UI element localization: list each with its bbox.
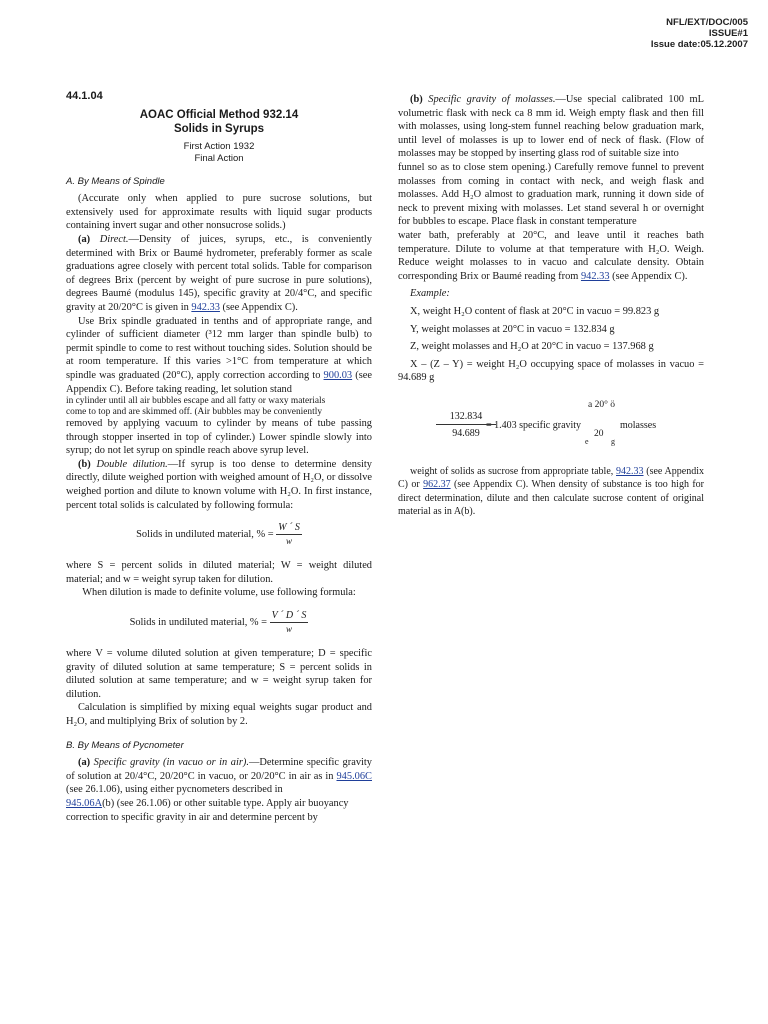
- spindle-text: Use Brix spindle graduated in tenths and of appropriate range, and cylinder of sufficient diameter (³12 mm larger than spindle bulb) to permit spindle to come to rest without touching sides. Solution should be at room temperature. If this varies >1°C from temperature at which spindle was graduated (20°C), apply correction according to: [66, 315, 372, 381]
- formula-2-denominator: w: [286, 624, 293, 635]
- link-945-06a[interactable]: 945.06A: [66, 797, 103, 809]
- first-action: First Action 1932: [183, 140, 255, 152]
- link-945-06c[interactable]: 945.06C: [336, 770, 372, 782]
- formula-1-numerator: W ´ S: [278, 522, 300, 534]
- molasses-text-2: funnel so as to close stem opening.) Carefully remove funnel to prevent molasses from coming in contact with neck, and weigh flask and molasses. Add H₂O almost to graduation mark, running it down side of neck to prevent mixing with molasses. Let stand several h or overnight for bubbles to escape. Place flask in constant temperature: [398, 161, 704, 228]
- molasses-temp-g: g: [611, 436, 615, 446]
- example-label: Example:: [410, 288, 450, 300]
- pyc-text-1: —Determine specific gravity of solution at 20/4°C, 20/20°C in vacuo, or 20/20°C in air as in: [66, 757, 372, 782]
- formula-2-fraction: [270, 610, 309, 635]
- direct-paragraph: [66, 233, 372, 315]
- double-dilution-paragraph: [66, 458, 372, 512]
- pyc-text-4: correction to specific gravity in air and determine percent by: [66, 811, 318, 823]
- spindle-see: (see Appendix C). Before taking reading, let solution stand: [66, 369, 372, 395]
- pyc-label: (a): [78, 757, 91, 769]
- direct-label: (a): [78, 233, 91, 245]
- calc-simplified: Calculation is simplified by mixing equal weights sugar product and H₂O, and multiplying Brix of solution by 2.: [66, 702, 372, 727]
- section-a-heading: A. By Means of Spindle: [66, 175, 165, 187]
- molasses-paragraph: [398, 93, 704, 161]
- link-942-33-final[interactable]: 942.33: [616, 465, 644, 477]
- molasses-word: molasses: [620, 419, 657, 431]
- method-subtitle: Solids in Syrups: [173, 122, 265, 135]
- spindle-paragraph: [66, 315, 372, 397]
- direct-text: —Density of juices, syrups, etc., is conveniently determined with Brix or Baumé hydrometer, preferably former as scale graduations agree closely with percent total solids. Table for comparison of degrees Brix (percent by weight of pure sucrose in pure solutions), degrees Baumé (modulus 145), specific gravity at 20/4°C, and specific gravity at 20/20°C is given in: [66, 233, 372, 313]
- small-text-2: come to top and are skimmed off. (Air bubbles may be conveniently: [66, 406, 323, 417]
- molasses-temp-top: a 20° ö: [588, 399, 616, 410]
- document-header: [651, 17, 748, 50]
- molasses-label: (b): [410, 94, 423, 105]
- final-text-1: weight of solids as sucrose from appropriate table,: [410, 465, 617, 477]
- example-y: Y, weight molasses at 20°C in vacuo = 132.834 g: [410, 323, 615, 335]
- molasses-title: Specific gravity of molasses.: [428, 94, 556, 105]
- double-dilution-text: —If syrup is too dense to determine density directly, dilute weighed portion with weighed amount of H₂O, or dissolve weighed portion and dilute to known volume with H₂O. In first instance, percent total solids is calculated by following formula:: [66, 458, 372, 511]
- formula-2: [66, 610, 372, 635]
- direct-title: Direct.: [99, 233, 129, 245]
- molasses-numerator: 132.834: [436, 409, 496, 425]
- issue-date: Issue date:05.12.2007: [650, 39, 748, 50]
- formula-1: [66, 522, 372, 547]
- example-z: Z, weight molasses and H₂O at 20°C in vacuo = 137.968 g: [410, 341, 654, 353]
- where-1: where S = percent solids in diluted material; W = weight diluted material; and w = weight syrup taken for dilution.: [66, 560, 372, 585]
- formula-1-denominator: w: [286, 536, 293, 547]
- molasses-text-3: water bath, preferably at 20°C, and leave until it reaches bath temperature. Dilute to volume at that temperature with H₂O. Weigh. Reduce weight molasses to in vacuo and calculate density. Obtain corresponding Brix or Baumé reading from: [398, 229, 704, 282]
- method-title: AOAC Official Method 932.14: [139, 108, 299, 121]
- double-dilution-label: (b): [78, 458, 91, 470]
- molasses-text-1: —Use special calibrated 100 mL volumetric flask with neck ca 8 mm id. Weigh empty flask and then fill with molasses, using long-stem funnel reaching below graduation mark, until level of molasses is up to lower end of neck of flask. (Flow of molasses may be stopped by inserting glass rod of suitable size into: [398, 94, 704, 160]
- final-paragraph: [398, 465, 704, 519]
- final-text-2: (see Appendix C) or: [398, 465, 704, 491]
- final-text-3: (see Appendix C). When density of substance is too high for direct determination, dilute and then calculate sucrose content of original material as in A(b).: [398, 479, 704, 518]
- pycnometer-paragraph-2: [66, 797, 372, 811]
- doc-id: NFL/EXT/DOC/005: [666, 17, 748, 28]
- final-action: Final Action: [194, 152, 244, 164]
- pyc-title: Specific gravity (in vacuo or in air).: [93, 757, 249, 769]
- small-text-1: in cylinder until all air bubbles escape and all fatty or waxy materials: [66, 396, 326, 407]
- link-900-03[interactable]: 900.03: [323, 369, 353, 381]
- molasses-paragraph-3: [398, 229, 704, 283]
- double-dilution-title: Double dilution.: [96, 458, 168, 470]
- left-column: [66, 90, 372, 824]
- formula-1-fraction: [276, 522, 302, 547]
- molasses-sg-equation: = 1.403 specific gravity: [486, 419, 582, 431]
- right-column: [398, 93, 704, 519]
- issue-number: ISSUE#1: [708, 28, 748, 39]
- formula-2-left: Solids in undiluted material, % =: [129, 616, 270, 628]
- pyc-text-3: (b) (see 26.1.06) or other suitable type. Apply air buoyancy: [102, 797, 349, 809]
- molasses-denominator: 94.689: [452, 427, 480, 439]
- section-number: 44.1.04: [66, 90, 103, 102]
- example-x: X, weight H₂O content of flask at 20°C in vacuo = 99.823 g: [410, 305, 660, 317]
- link-962-37[interactable]: 962.37: [423, 479, 451, 491]
- formula-2-numerator: V ´ D ´ S: [271, 610, 307, 622]
- example-x-z-y: X – (Z – Y) = weight H₂O occupying space of molasses in vacuo = 94.689 g: [398, 358, 704, 384]
- molasses-temp-sub: e: [585, 436, 589, 446]
- when-dilution: When dilution is made to definite volume, use following formula:: [82, 587, 356, 599]
- link-942-33[interactable]: 942.33: [191, 301, 220, 313]
- section-b-heading: B. By Means of Pycnometer: [66, 739, 184, 751]
- spindle-text-2: removed by applying vacuum to cylinder by means of tube passing through stopper inserted in top of cylinder.) Lower spindle slowly into syrup; do not let syrup on spindle reach above syrup level.: [66, 418, 372, 457]
- direct-see: (see Appendix C).: [219, 301, 298, 313]
- pycnometer-paragraph: [66, 756, 372, 797]
- molasses-temp-mid: 20: [594, 428, 604, 439]
- where-2: where V = volume diluted solution at given temperature; D = specific gravity of diluted solution at same temperature; S = percent solids in diluted solution at same temperature; and w = weight syrup taken for dilution.: [66, 648, 372, 700]
- molasses-see: (see Appendix C).: [609, 270, 688, 282]
- pyc-text-2: (see 26.1.06), using either pycnometers described in: [66, 784, 283, 796]
- molasses-formula: [398, 395, 704, 465]
- link-942-33-right[interactable]: 942.33: [580, 270, 610, 282]
- section-a-intro: (Accurate only when applied to pure sucrose solutions, but extensively used for approximate results with liquid sugar products containing invert sugar and other nonsucrose solids.): [66, 193, 372, 232]
- formula-1-left: Solids in undiluted material, % =: [136, 529, 277, 541]
